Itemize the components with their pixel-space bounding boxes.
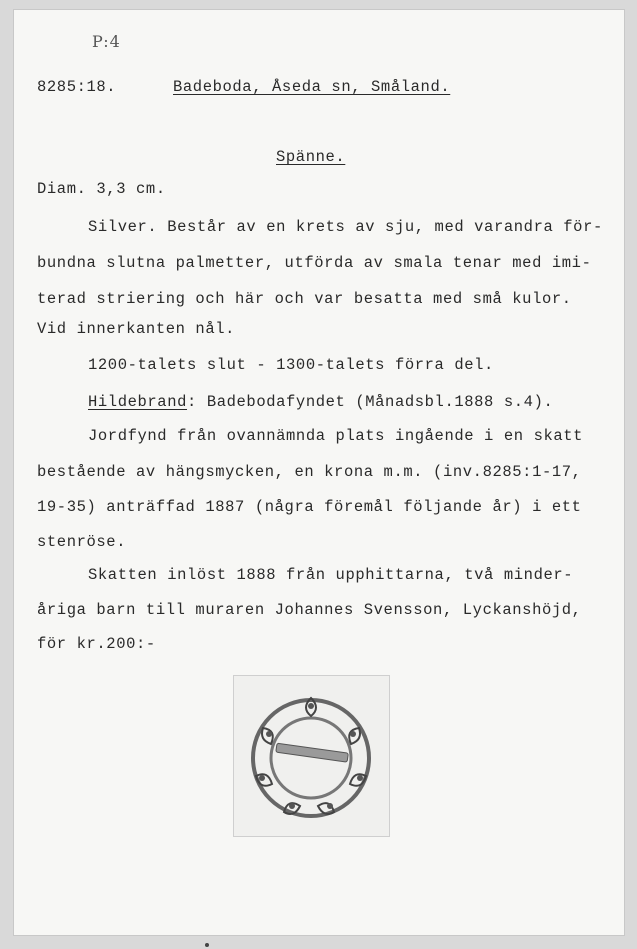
brooch-image (234, 676, 389, 836)
description-line: Jordfynd från ovannämnda plats ingående i en skatt (88, 427, 584, 445)
find-location: Badeboda, Åseda sn, Småland. (173, 78, 451, 96)
reference-author: Hildebrand (88, 393, 188, 411)
margin-mark (205, 943, 209, 947)
reference-text: : Badebodafyndet (Månadsbl.1888 s.4). (187, 393, 554, 411)
description-line: bundna slutna palmetter, utförda av smala tenar med imi- (37, 254, 592, 272)
description-line: Skatten inlöst 1888 från upphittarna, två minder- (88, 566, 574, 584)
description-line: Vid innerkanten nål. (37, 320, 236, 338)
description-line: stenröse. (37, 533, 127, 551)
description-line: Silver. Består av en krets av sju, med varandra för- (88, 218, 603, 236)
dating: 1200-talets slut - 1300-talets förra del. (88, 356, 494, 374)
description-line: för kr.200:- (37, 635, 156, 653)
reference-line (88, 393, 553, 411)
description-line: terad striering och här och var besatta med små kulor. (37, 290, 572, 308)
description-line: 19-35) anträffad 1887 (några föremål följande år) i ett (37, 498, 582, 516)
diameter: Diam. 3,3 cm. (37, 180, 166, 198)
description-line: åriga barn till muraren Johannes Svensson, Lyckanshöjd, (37, 601, 582, 619)
object-title: Spänne. (276, 148, 346, 166)
inventory-number: 8285:18. (37, 78, 117, 96)
description-line: bestående av hängsmycken, en krona m.m. (inv.8285:1-17, (37, 463, 582, 481)
brooch-photo (233, 675, 390, 837)
handwritten-note: P:4 (92, 32, 121, 51)
